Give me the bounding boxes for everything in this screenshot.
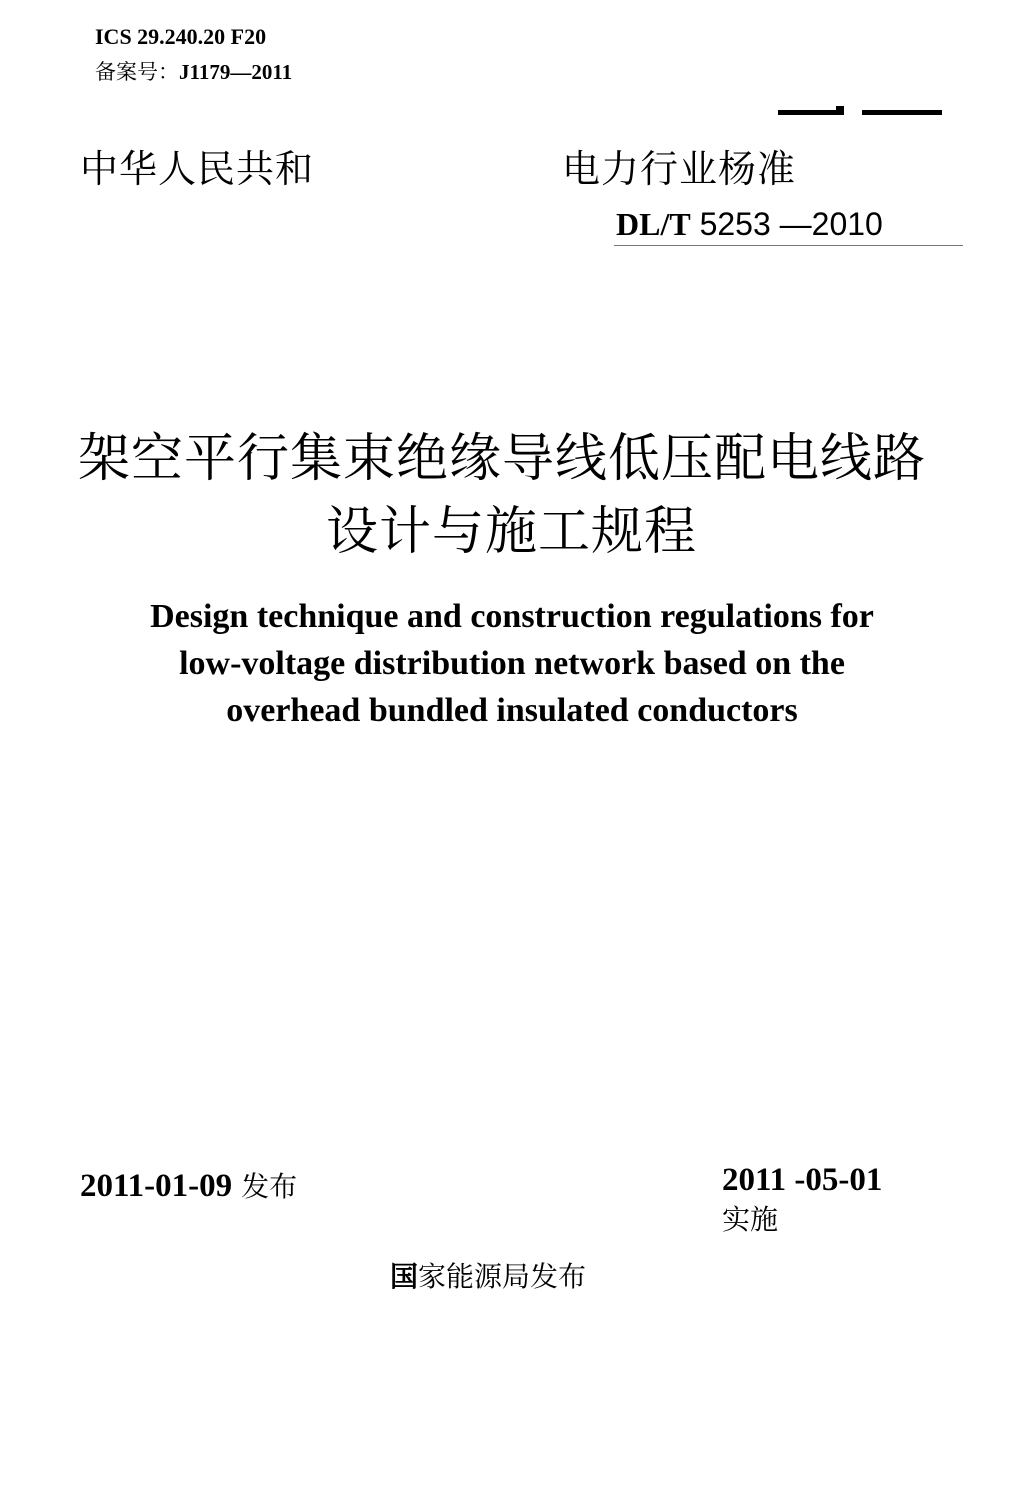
title-en-line-3: overhead bundled insulated conductors [226, 692, 798, 729]
issue-verb: 发布 [232, 1170, 298, 1203]
publisher-rest: 家能源局发布 [418, 1260, 587, 1293]
issue-date: 2011-01-09 [80, 1168, 233, 1204]
implementation-verb: 实施 [722, 1203, 779, 1236]
record-code: J1179—2011 [179, 60, 293, 84]
title-cn-line-2: 设计与施工规程 [326, 502, 698, 562]
standard-number [616, 206, 883, 243]
standard-category-right: 电力行业杨准 [562, 147, 797, 191]
publisher [390, 1255, 586, 1295]
header-rule-right [862, 110, 942, 115]
standard-number-prefix: DL/T [616, 206, 691, 242]
issue-date-block [80, 1165, 297, 1205]
title-en-line-1: Design technique and construction regulations for [150, 598, 874, 635]
header-rule-notch [836, 106, 844, 115]
record-number [95, 56, 292, 86]
ics-classification: ICS 29.240.20 F20 [95, 24, 267, 49]
record-label: 备案号： [95, 60, 179, 84]
standard-number-value: 5253 —2010 [690, 206, 883, 242]
standard-number-underline [614, 245, 963, 246]
title-en-line-2: low-voltage distribution network based on the [179, 645, 845, 682]
publisher-first-char: 国 [390, 1260, 419, 1293]
title-cn-line-1: 架空平行集束绝缘导线低压配电线路 [78, 429, 927, 489]
standard-category-left: 中华人民共和 [80, 147, 315, 191]
header-rule-left [778, 110, 844, 115]
implementation-date: 2011 -05-01 [722, 1162, 883, 1198]
